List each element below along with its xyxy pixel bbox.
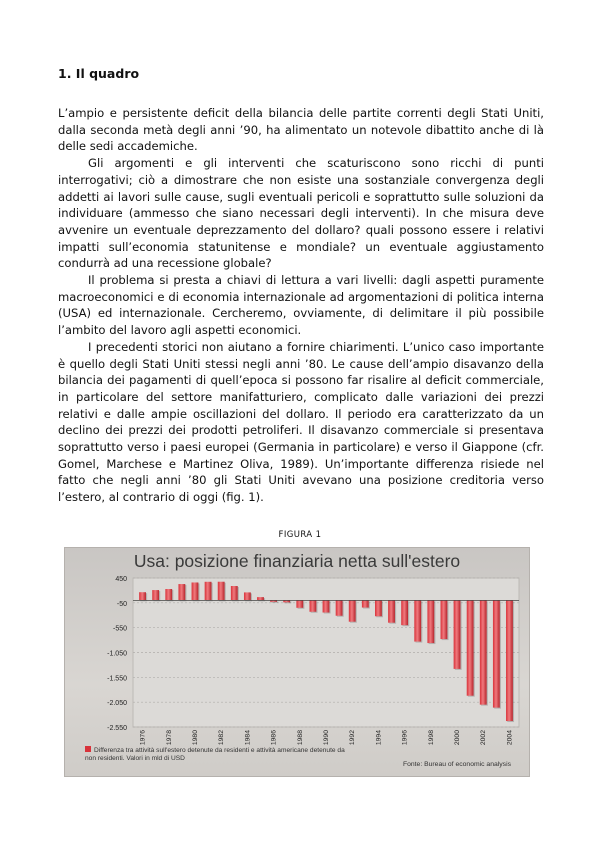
- bar: [480, 600, 487, 704]
- bar: [454, 600, 461, 669]
- bar: [218, 582, 225, 601]
- x-tick-label: 1976: [139, 730, 147, 746]
- y-tick-label: -550: [112, 625, 127, 633]
- bar: [231, 586, 238, 600]
- figure-chart: [64, 547, 530, 777]
- bar: [362, 600, 369, 607]
- x-tick-label: 1988: [296, 730, 304, 746]
- bar: [165, 589, 172, 600]
- x-tick-label: 1982: [218, 730, 226, 746]
- x-tick-label: 1990: [323, 730, 330, 746]
- y-tick-label: -1.050: [107, 650, 127, 658]
- bar: [205, 582, 212, 601]
- y-tick-label: -2.050: [107, 700, 127, 708]
- bar: [401, 600, 408, 625]
- paragraph: L’ampio e persistente deficit della bilancia delle partite correnti degli Stati Uniti, dalla seconda metà degli anni ’90, ha alimentato un notevole dibattito anche di là delle sedi accademiche.: [58, 106, 544, 154]
- y-tick-label: -50: [116, 600, 127, 608]
- x-tick-label: 1998: [427, 730, 435, 746]
- bar: [349, 600, 356, 621]
- x-tick-label: 1978: [165, 730, 173, 746]
- bar: [375, 600, 382, 616]
- bar: [323, 600, 330, 612]
- bar: [192, 582, 199, 600]
- bar: [139, 592, 146, 600]
- bar: [388, 600, 395, 622]
- figure-label: FIGURA 1: [278, 530, 322, 540]
- paragraph: Gli argomenti e gli interventi che scaturiscono sono ricchi di punti interrogativi; ciò a dimostrare che non esiste una sostanziale convergenza degli addetti ai lavori sulle cause, sugli eventuali pericoli e soprattutto sulle soluzioni da individuare (ammesso che siano necessari degli interventi). In che misura deve avvenire un eventuale deprezzamento del dollaro? quali possono essere i relativi impatti sull’economia statunitense e mondiale? un eventuale aggiustamento condurrà ad una recessione globale?: [58, 156, 544, 271]
- x-tick-label: 1984: [244, 730, 252, 746]
- bar: [244, 592, 251, 600]
- legend-text: Differenza tra attività sull'estero detenute da residenti e attività americane detenute da non residenti. Valori in mld di USD: [85, 747, 345, 762]
- y-tick-label: 450: [115, 576, 127, 583]
- bar: [506, 600, 513, 721]
- bar: [309, 600, 316, 611]
- bar: [178, 584, 185, 600]
- x-tick-label: 1996: [401, 730, 409, 746]
- bar: [427, 600, 434, 643]
- chart-source: Fonte: Bureau of economic analysis: [402, 761, 511, 768]
- paragraph: Il problema si presta a chiavi di lettura a vari livelli: dagli aspetti puramente macroeconomici e di economia internazionale ad argomentazioni di politica interna (USA) ed internazionale. Cercheremo, ovviamente, di delimitare il più possibile l’ambito del lavoro agli aspetti economici.: [58, 273, 544, 338]
- bar: [296, 600, 303, 607]
- bar: [257, 597, 264, 600]
- body-text: [58, 105, 544, 506]
- x-tick-label: 1994: [375, 730, 383, 746]
- legend-swatch: [85, 746, 91, 752]
- x-tick-label: 2000: [454, 730, 462, 746]
- x-tick-label: 2002: [480, 730, 488, 746]
- y-tick-label: -1.550: [107, 675, 127, 683]
- bar: [152, 590, 159, 600]
- bar: [414, 600, 421, 641]
- bar: [441, 600, 448, 639]
- paragraph: I precedenti storici non aiutano a fornire chiarimenti. L’unico caso importante è quello degli Stati Uniti stessi negli anni ’80. Le cause dell’ampio disavanzo della bilancia dei pagamenti di quell’epoca si possono far risalire al deficit commerciale, in particolare del settore manifatturiero, complicato dalle variazioni dei prezzi relativi e dalle ampie oscillazioni del dollaro. Il periodo era caratterizzato da un declino dei prezzi dei prodotti petroliferi. Il disavanzo commerciale si presentava soprattutto verso i paesi europei (Germania in particolare) e verso il Giappone (cfr. Gomel, Marchese e Martinez Oliva, 1989). Un’importante differenza risiede nel fatto che negli anni ’80 gli Stati Uniti avevano una posizione creditoria verso l’estero, al contrario di oggi (fig. 1).: [58, 339, 544, 505]
- section-title: 1. Il quadro: [58, 66, 140, 81]
- x-tick-label: 1980: [191, 730, 199, 746]
- x-tick-label: 1986: [270, 730, 278, 746]
- bar: [336, 600, 343, 615]
- x-tick-label: 2004: [506, 730, 514, 746]
- chart-title: Usa: posizione finanziaria netta sull'estero: [133, 551, 461, 571]
- bar-chart: [65, 548, 529, 776]
- chart-legend: [85, 746, 355, 763]
- bar: [493, 600, 500, 707]
- y-tick-label: -2.550: [107, 725, 127, 732]
- bar: [467, 600, 474, 695]
- x-tick-label: 1992: [349, 730, 357, 746]
